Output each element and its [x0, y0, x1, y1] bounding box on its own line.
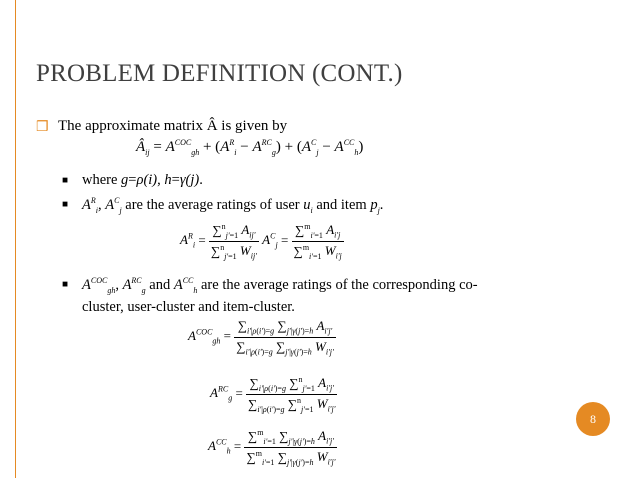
- slide-left-border: [15, 0, 16, 478]
- filled-square-bullet-icon: ■: [62, 175, 69, 186]
- equation-main: $Â_{ij} = A^{COC}_{gh} + (A^R_i - A^{RC}_g) + (A^C_j - A^{CC}_h)$: [136, 138, 364, 157]
- sub-bullet-where-text: where g=ρ(i), h=γ(j).: [82, 172, 203, 188]
- equation-user-item-avg: $A^R_i$ = $\frac{\sum^n_{j'=1} A_{ij'}}{\sum^n_{j'=1} W_{ij'}}$ $A^C_j$ = $\frac{\sum^m_{i'=1} A_{i'j}}{\sum^m_{i'=1} W_{i'j}}$: [180, 222, 342, 261]
- slide-title: PROBLEM DEFINITION (CONT.): [36, 60, 403, 87]
- equation-rc: $A^{RC}_g$ = $\frac{\sum_{i'|\rho(i')=g} \sum^n_{j'=1} A_{i'j'}}{\sum_{i'|\rho(i')=g} \sum^n_{j'=1} W_{i'j'}}$: [210, 375, 336, 414]
- filled-square-bullet-icon: ■: [62, 279, 69, 290]
- sub-bullet-avg-text: $A^R_i$, $A^C_j$ are the average ratings of user $u_i$ and item $p_j$.: [82, 196, 384, 215]
- filled-square-bullet-icon: ■: [62, 199, 69, 210]
- square-bullet-icon: ❒: [36, 120, 49, 135]
- equation-coc: $A^{COC}_{gh}$ = $\frac{\sum_{i'|\rho(i')=g} \sum_{j'|\gamma(j')=h} A_{i'j'}}{\sum_{i'|\rho(i')=g} \sum_{j'|\gamma(j')=h} W_{i'j'}}$: [188, 318, 334, 357]
- equation-cc: $A^{CC}_h$ = $\frac{\sum^m_{i'=1} \sum_{j'|\gamma(j')=h} A_{i'j'}}{\sum^m_{i'=1} \sum_{j'|\gamma(j')=h} W_{i'j'}}$: [208, 428, 336, 467]
- page-number-badge: 8: [576, 402, 610, 436]
- main-bullet-text: The approximate matrix Â is given by: [58, 118, 288, 134]
- sub-bullet-cocluster-line2: cluster, user-cluster and item-cluster.: [82, 299, 295, 315]
- sub-bullet-cocluster-text: $A^{COC}_{gh}$, $A^{RC}_g$ and $A^{CC}_h$ are the average ratings of the corresponding co-: [82, 276, 478, 295]
